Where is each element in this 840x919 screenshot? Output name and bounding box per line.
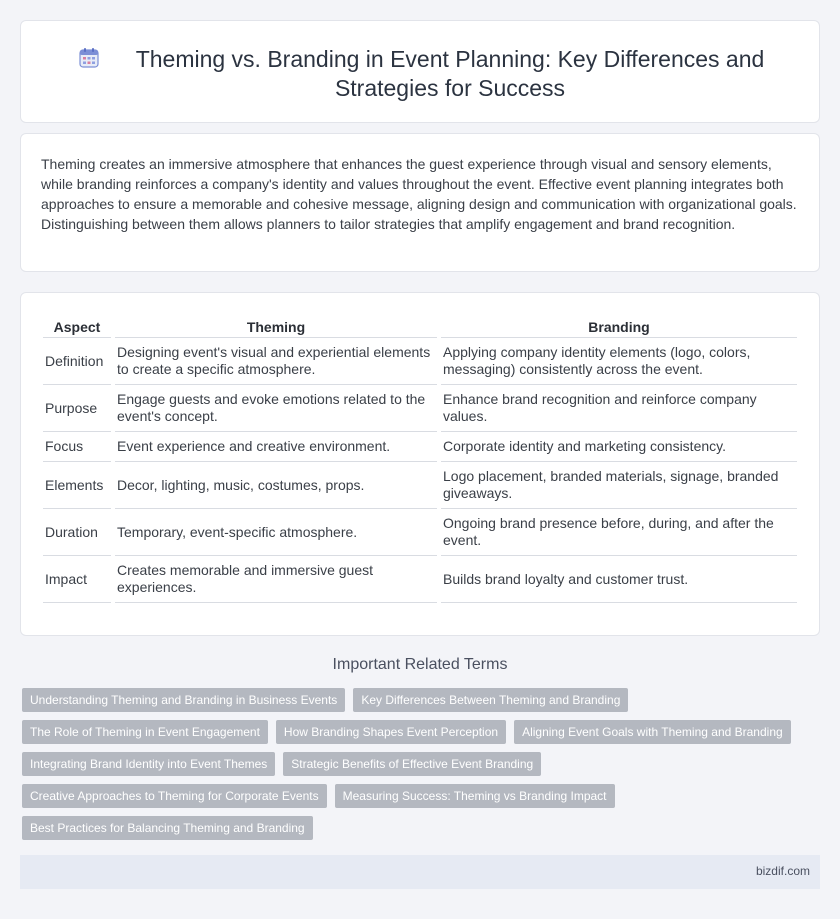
- table-row: [43, 509, 797, 556]
- cell-aspect: Elements: [43, 462, 111, 509]
- cell-branding: Logo placement, branded materials, signage, branded giveaways.: [441, 462, 797, 509]
- title-card: [20, 20, 820, 123]
- cell-theming: Engage guests and evoke emotions related to the event's concept.: [115, 385, 437, 432]
- table-row: [43, 385, 797, 432]
- cell-theming: Decor, lighting, music, costumes, props.: [115, 462, 437, 509]
- tag-row: [22, 688, 822, 712]
- table-header-row: [43, 315, 797, 338]
- footer-site-link[interactable]: bizdif.com: [755, 864, 810, 878]
- related-term-tag[interactable]: Understanding Theming and Branding in Business Events: [22, 688, 345, 712]
- cell-theming: Creates memorable and immersive guest experiences.: [115, 556, 437, 603]
- table-row: [43, 556, 797, 603]
- related-term-tag[interactable]: Key Differences Between Theming and Branding: [353, 688, 628, 712]
- table-row: [43, 338, 797, 385]
- comparison-table: [39, 315, 801, 603]
- header-theming: Theming: [115, 315, 437, 338]
- header-aspect: Aspect: [43, 315, 111, 338]
- tag-row: [22, 720, 822, 744]
- table-row: [43, 432, 797, 462]
- related-term-tag[interactable]: Best Practices for Balancing Theming and Branding: [22, 816, 313, 840]
- cell-aspect: Duration: [43, 509, 111, 556]
- tag-row: [22, 784, 822, 808]
- related-term-tag[interactable]: The Role of Theming in Event Engagement: [22, 720, 268, 744]
- cell-theming: Designing event's visual and experiential elements to create a specific atmosphere.: [115, 338, 437, 385]
- intro-card: [20, 133, 820, 272]
- related-term-tag[interactable]: Integrating Brand Identity into Event Themes: [22, 752, 275, 776]
- related-term-tag[interactable]: How Branding Shapes Event Perception: [276, 720, 506, 744]
- table-row: [43, 462, 797, 509]
- header-branding: Branding: [441, 315, 797, 338]
- tag-row: [22, 816, 822, 840]
- cell-theming: Event experience and creative environment.: [115, 432, 437, 462]
- comparison-table-card: [20, 292, 820, 636]
- cell-branding: Applying company identity elements (logo, colors, messaging) consistently across the event.: [441, 338, 797, 385]
- related-terms-heading: Important Related Terms: [332, 656, 508, 673]
- related-term-tag[interactable]: Strategic Benefits of Effective Event Branding: [283, 752, 541, 776]
- cell-theming: Temporary, event-specific atmosphere.: [115, 509, 437, 556]
- cell-aspect: Purpose: [43, 385, 111, 432]
- cell-aspect: Impact: [43, 556, 111, 603]
- cell-branding: Builds brand loyalty and customer trust.: [441, 556, 797, 603]
- cell-branding: Corporate identity and marketing consistency.: [441, 432, 797, 462]
- related-term-tag[interactable]: Aligning Event Goals with Theming and Branding: [514, 720, 791, 744]
- tag-row: [22, 752, 822, 776]
- related-terms-list: [22, 688, 822, 848]
- footer: [20, 855, 820, 889]
- cell-aspect: Definition: [43, 338, 111, 385]
- related-term-tag[interactable]: Creative Approaches to Theming for Corporate Events: [22, 784, 327, 808]
- cell-branding: Ongoing brand presence before, during, and after the event.: [441, 509, 797, 556]
- cell-aspect: Focus: [43, 432, 111, 462]
- page-title: Theming vs. Branding in Event Planning: Key Differences and Strategies for Success: [135, 46, 765, 101]
- related-term-tag[interactable]: Measuring Success: Theming vs Branding Impact: [335, 784, 615, 808]
- intro-text: Theming creates an immersive atmosphere that enhances the guest experience through visual and sensory elements, while branding reinforces a company's identity and values throughout the event. Effective event planning integrates both approaches to ensure a memorable and cohesive message, aligning design and communication with organizational goals. Distinguishing between them allows planners to tailor strategies that amplify engagement and brand recognition.: [41, 156, 797, 232]
- cell-branding: Enhance brand recognition and reinforce company values.: [441, 385, 797, 432]
